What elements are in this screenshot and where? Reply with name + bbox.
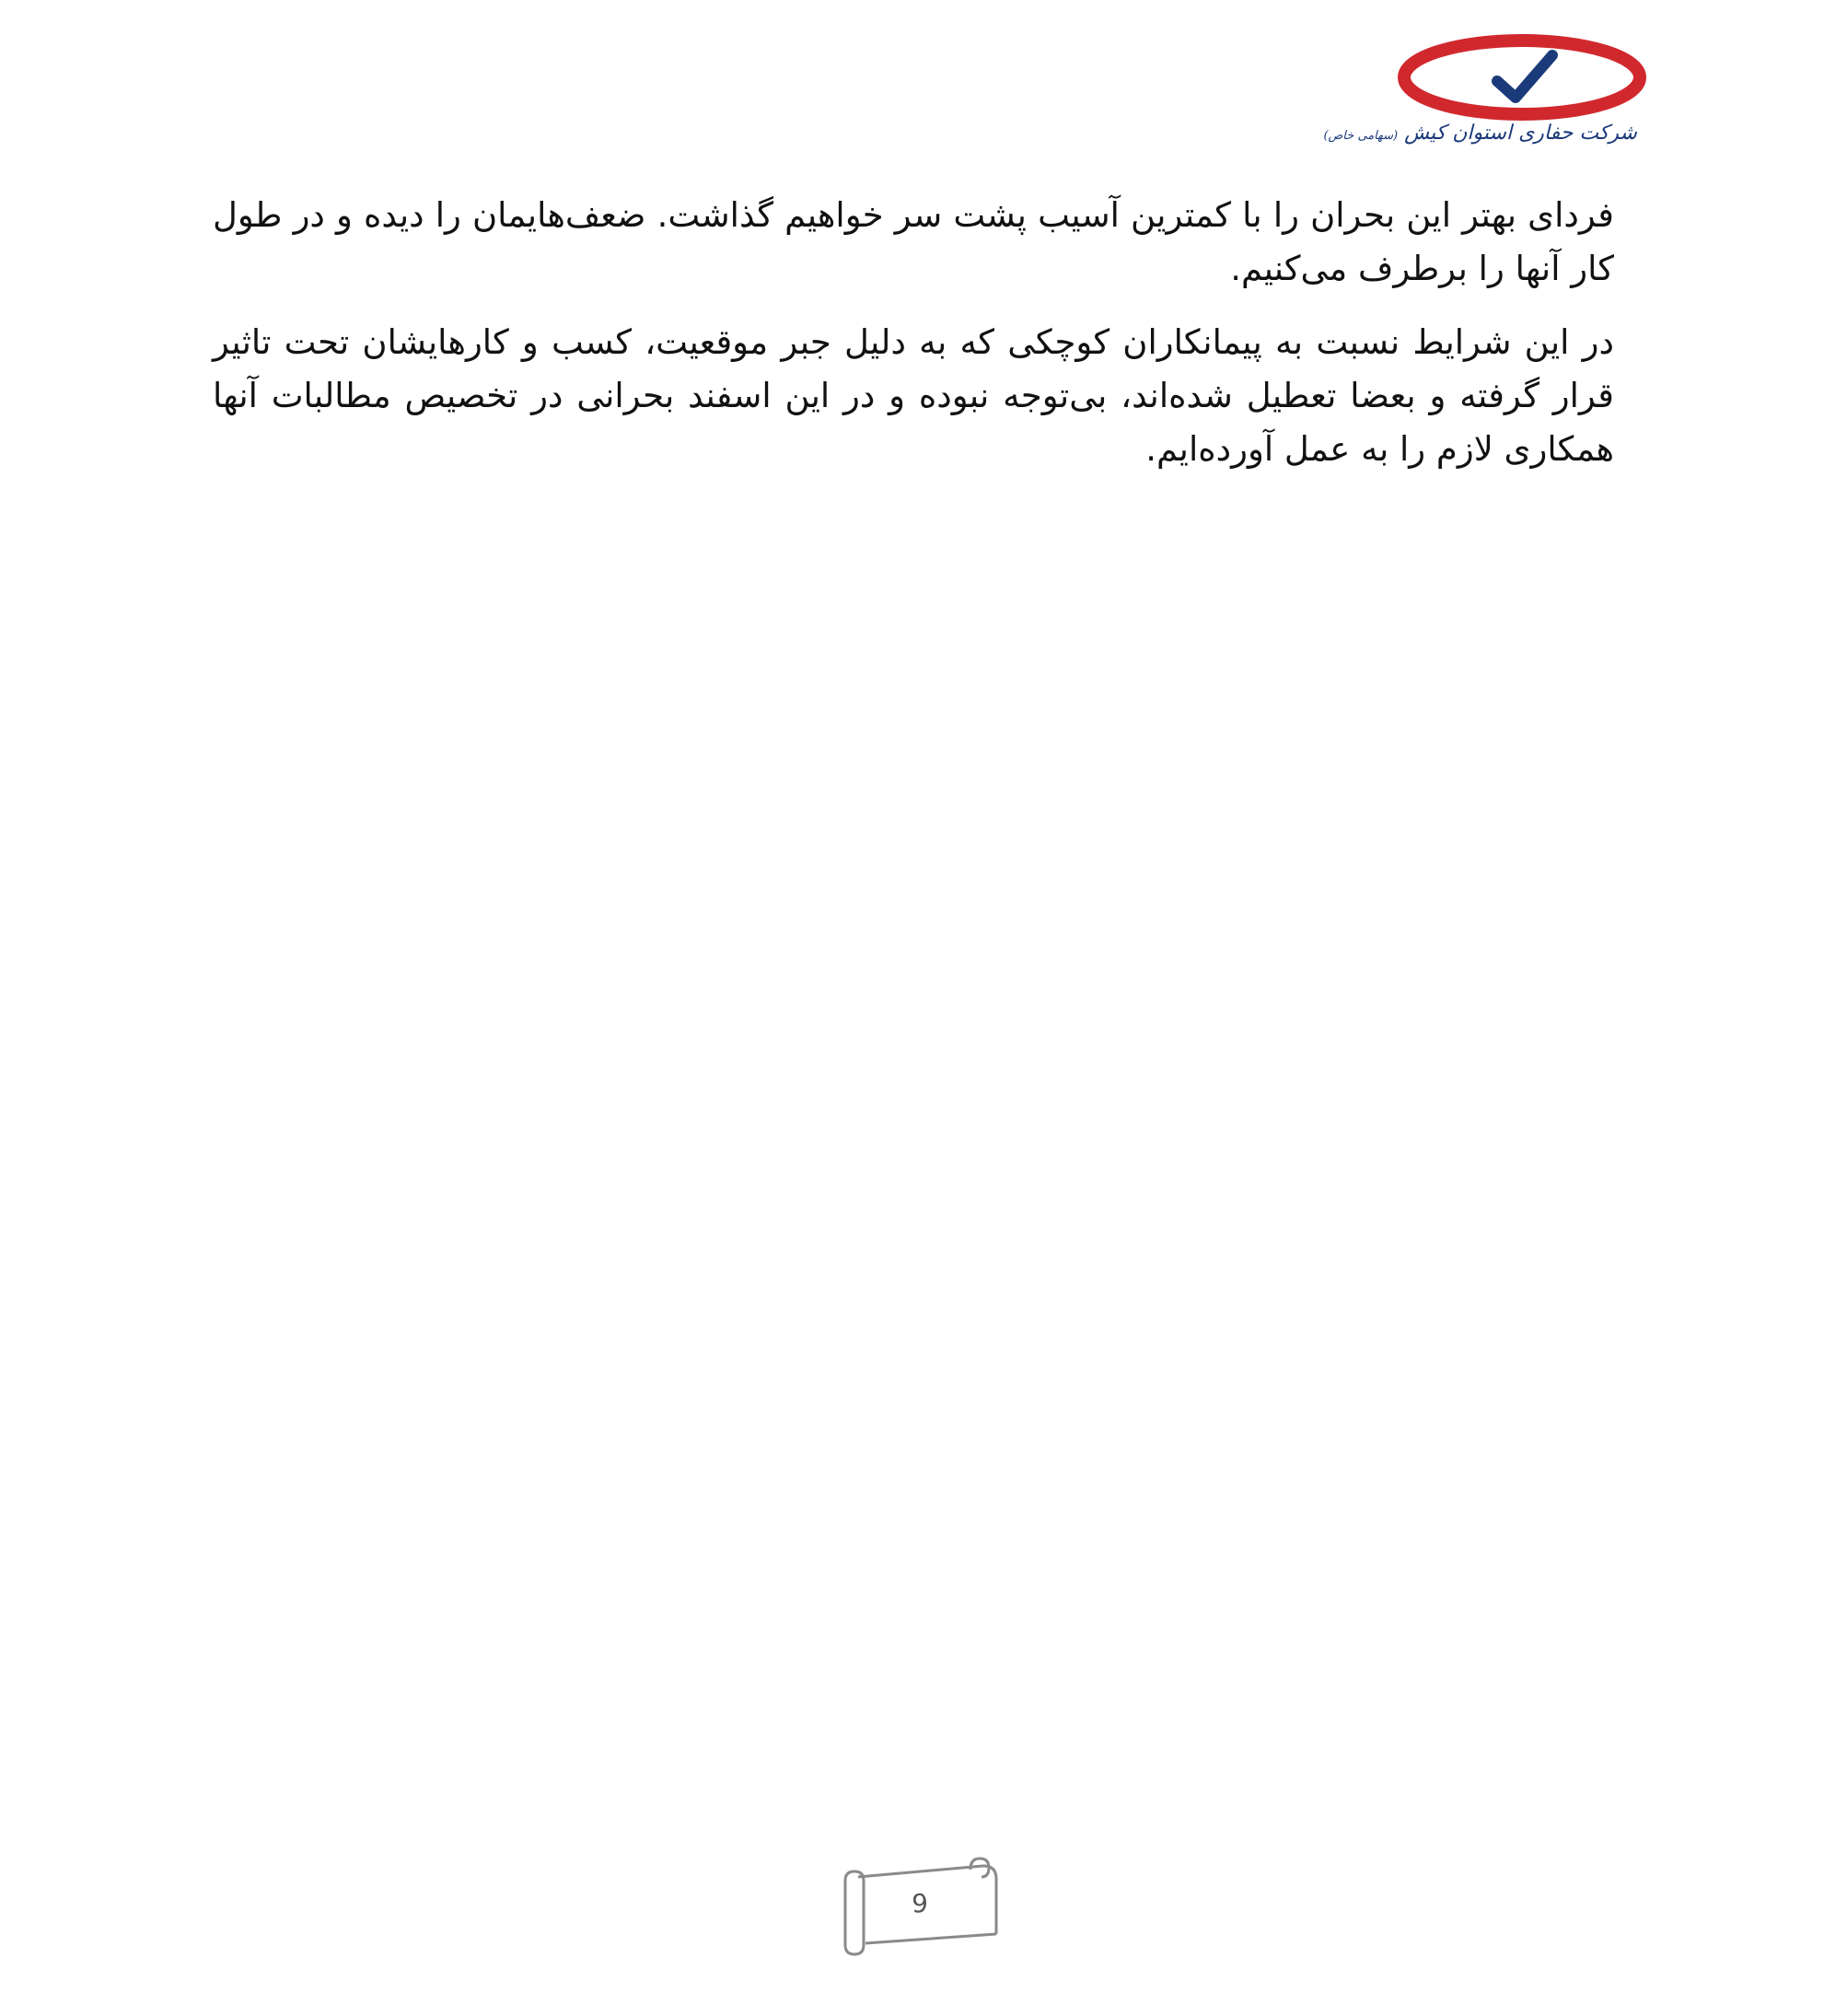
scroll-bottom-edge <box>865 1934 996 1943</box>
checkmark-icon <box>1497 55 1552 98</box>
company-logo <box>1323 33 1646 167</box>
page-number-scroll <box>832 1853 1000 1956</box>
scroll-top-edge <box>858 1866 983 1877</box>
paragraph: فردای بهتر این بحران را با کمترین آسیب پشت سر خواهیم گذاشت. ضعف‌هایمان را دیده و در طول کار آنها را برطرف می‌کنیم. <box>213 195 1614 288</box>
logo-ring <box>1404 41 1640 114</box>
page-number: 9 <box>912 1888 928 1918</box>
logo-emblem <box>1398 33 1646 125</box>
logo-company-suffix: (سهامی خاص) <box>1323 129 1399 143</box>
logo-company-name <box>1323 122 1637 145</box>
paragraph: در این شرایط نسبت به پیمانکاران کوچکی که به دلیل جبر موقعیت، کسب و کارهایشان تحت تاثیر قرار گرفته و بعضا تعطیل شده‌اند، بی‌توجه نبوده و در این اسفند بحرانی در تخصیص مطالبات آنها همکاری لازم را به عمل آورده‌ایم. <box>213 322 1614 469</box>
scroll-left-roll <box>845 1871 864 1954</box>
document-body <box>213 189 1614 496</box>
logo-company-label: شرکت حفاری استوان کیش <box>1404 122 1637 145</box>
